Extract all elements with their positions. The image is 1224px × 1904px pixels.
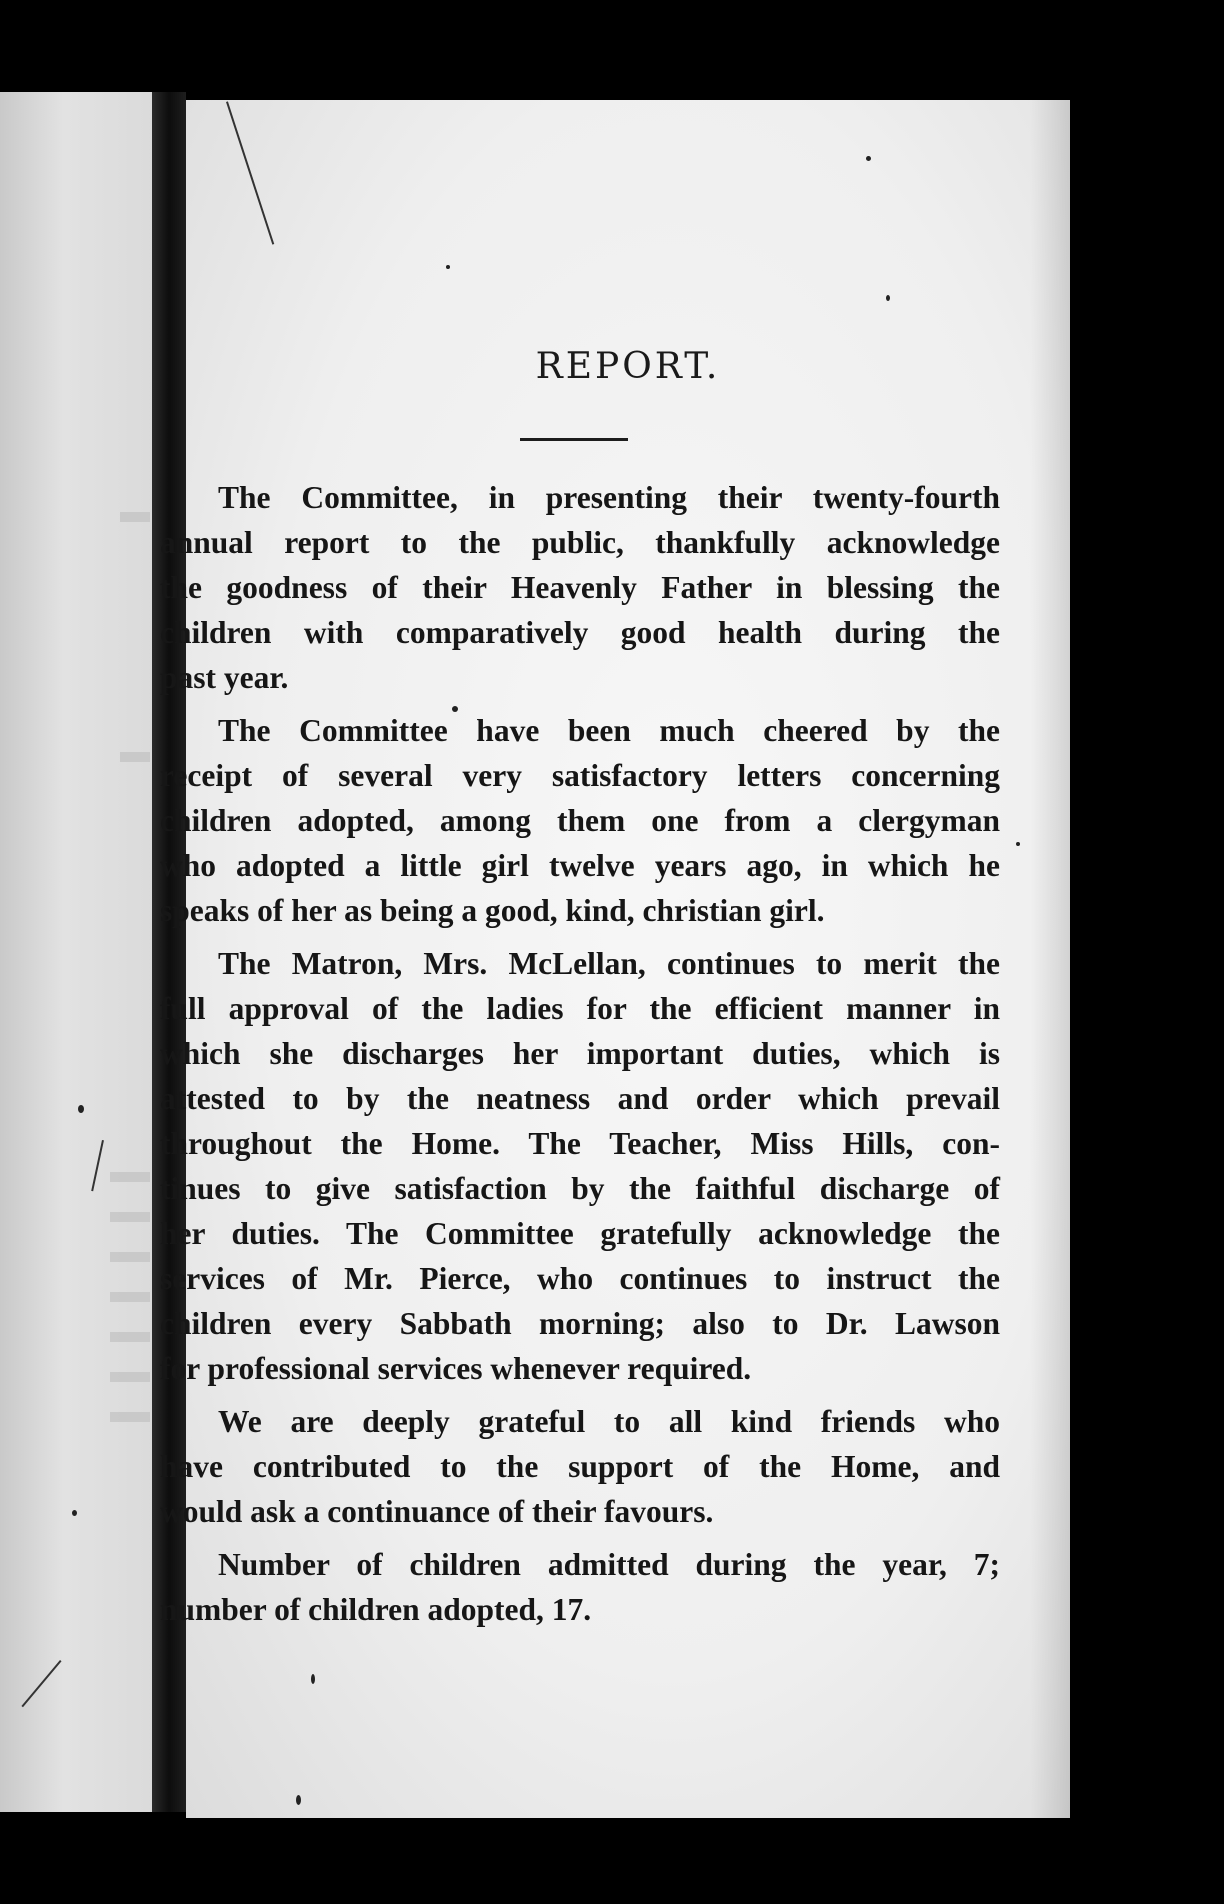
text-line: have contributed to the support of the Home, and [160,1449,1000,1484]
title-rule [520,438,628,441]
report-page [160,100,1070,1818]
bleed-through-mark [110,1412,150,1422]
text-line: Number of children admitted during the year, 7; [218,1547,1000,1582]
bleed-through-mark [110,1372,150,1382]
text-line: number of children adopted, 17. [160,1592,592,1627]
text-line: We are deeply grateful to all kind friends who [218,1404,1000,1439]
bleed-through-mark [110,1292,150,1302]
text-line: services of Mr. Pierce, who continues to instruct the [160,1261,1000,1296]
text-line: would ask a continuance of their favours. [160,1494,714,1529]
scan-speck [452,706,458,712]
text-line: children every Sabbath morning; also to Dr. Lawson [160,1306,1000,1341]
text-line: speaks of her as being a good, kind, christian girl. [160,893,825,928]
text-line: the goodness of their Heavenly Father in blessing the [160,570,1000,605]
text-line: The Matron, Mrs. McLellan, continues to merit the [218,946,1000,981]
paragraph-1 [160,475,1000,700]
scan-scratch [226,101,274,244]
adjacent-page-margin [0,92,158,1812]
text-line: which she discharges her important duties, which is [160,1036,1000,1071]
text-line: tinues to give satisfaction by the faithful discharge of [160,1171,1000,1206]
page-title: REPORT. [535,346,721,387]
scan-speck [886,295,890,301]
scan-speck [296,1795,301,1805]
report-body [160,475,1000,1640]
scan-speck [311,1674,315,1684]
scan-speck [446,265,450,269]
bleed-through-mark [120,752,150,762]
text-line: The Committee have been much cheered by the [218,713,1000,748]
text-line: annual report to the public, thankfully acknowledge [160,525,1000,560]
bleed-through-mark [110,1172,150,1182]
scan-speck [78,1105,84,1113]
text-line: children adopted, among them one from a clergyman [160,803,1000,838]
text-line: full approval of the ladies for the efficient manner in [160,991,1000,1026]
text-line: for professional services whenever required. [160,1351,752,1386]
paragraph-5 [160,1542,1000,1632]
scan-speck [72,1510,77,1516]
scan-speck [1016,842,1020,846]
bleed-through-mark [110,1332,150,1342]
text-line: past year. [160,660,289,695]
text-line: throughout the Home. The Teacher, Miss Hills, con- [160,1126,1000,1161]
paragraph-4 [160,1399,1000,1534]
bleed-through-mark [120,512,150,522]
scan-speck [866,156,871,161]
bleed-through-mark [110,1252,150,1262]
text-line: who adopted a little girl twelve years ago, in which he [160,848,1000,883]
text-line: The Committee, in presenting their twenty-fourth [218,480,1000,515]
paragraph-2 [160,708,1000,933]
text-line: receipt of several very satisfactory letters concerning [160,758,1000,793]
text-line: children with comparatively good health during the [160,615,1000,650]
text-line: her duties. The Committee gratefully acknowledge the [160,1216,1000,1251]
text-line: attested to by the neatness and order which prevail [160,1081,1000,1116]
paragraph-3 [160,941,1000,1391]
bleed-through-mark [110,1212,150,1222]
